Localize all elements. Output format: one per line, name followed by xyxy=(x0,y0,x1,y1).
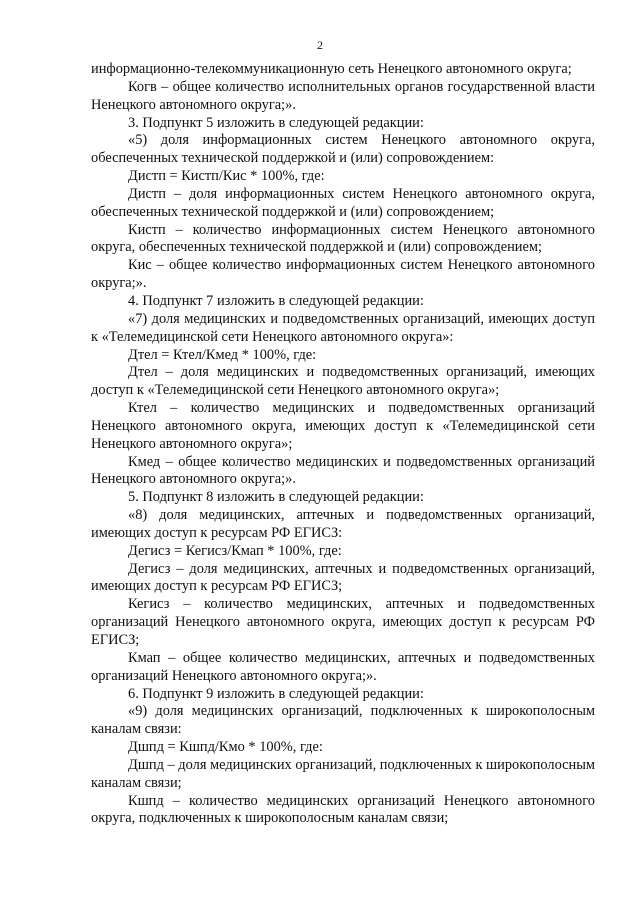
paragraph-kis-definition: Кис – общее количество информационных систем Ненецкого автономного округа;». xyxy=(91,257,595,292)
paragraph-kegisz-definition: Кегисз – количество медицинских, аптечных и подведомственных организаций Ненецкого автономного округа, имеющих доступ к ресурсам РФ ЕГИСЗ; xyxy=(91,596,595,648)
paragraph-dtel-definition: Дтел – доля медицинских и подведомственных организаций, имеющих доступ к «Телемедицинской сети Ненецкого автономного округа»; xyxy=(91,364,595,399)
paragraph-subitem-5-text: «5) доля информационных систем Ненецкого автономного округа, обеспеченных технической поддержкой и (или) сопровождением: xyxy=(91,132,595,167)
paragraph-formula-degisz: Дегисз = Кегисз/Кмап * 100%, где: xyxy=(128,542,342,559)
paragraph-subitem-7-text: «7) доля медицинских и подведомственных организаций, имеющих доступ к «Телемедицинской сети Ненецкого автономного округа»: xyxy=(91,310,595,345)
paragraph-formula-dshpd: Дшпд = Кшпд/Кмо * 100%, где: xyxy=(128,739,323,756)
paragraph-subitem-8-text: «8) доля медицинских, аптечных и подведомственных организаций, имеющих доступ к ресурсам РФ ЕГИСЗ: xyxy=(91,507,595,541)
paragraph-ktel-definition: Ктел – количество медицинских и подведомственных организаций Ненецкого автономного округа, имеющих доступ к «Телемедицинской сети Ненецкого автономного округа»; xyxy=(91,400,595,452)
page-number: 2 xyxy=(317,38,323,52)
document-body xyxy=(91,61,595,828)
paragraph-item-5-heading: 5. Подпункт 8 изложить в следующей редакции: xyxy=(128,489,424,506)
paragraph-distp-definition: Дистп – доля информационных систем Ненецкого автономного округа, обеспеченных технической поддержкой и (или) сопровождением; xyxy=(91,185,595,220)
paragraph-item-4-heading: 4. Подпункт 7 изложить в следующей редакции: xyxy=(128,292,424,309)
paragraph-item-6-heading: 6. Подпункт 9 изложить в следующей редакции: xyxy=(128,685,424,702)
paragraph-dshpd-definition: Дшпд – доля медицинских организаций, подключенных к широкополосным каналам связи; xyxy=(91,756,595,791)
paragraph-item-3-heading: 3. Подпункт 5 изложить в следующей редакции: xyxy=(128,114,424,131)
paragraph-kmap-definition: Кмап – общее количество медицинских, аптечных и подведомственных организаций Ненецкого автономного округа;». xyxy=(91,649,595,684)
paragraph-kistp-definition: Кистп – количество информационных систем Ненецкого автономного округа, обеспеченных технической поддержкой и (или) сопровождением; xyxy=(91,221,595,256)
paragraph-subitem-9-text: «9) доля медицинских организаций, подключенных к широкополосным каналам связи: xyxy=(91,703,595,738)
paragraph-formula-dtel: Дтел = Ктел/Кмед * 100%, где: xyxy=(128,346,317,363)
paragraph-degisz-definition: Дегисз – доля медицинских, аптечных и подведомственных организаций, имеющих доступ к ресурсам РФ ЕГИСЗ; xyxy=(91,560,595,595)
paragraph-kshpd-definition: Кшпд – количество медицинских организаций Ненецкого автономного округа, подключенных к широкополосным каналам связи; xyxy=(91,792,595,827)
paragraph-formula-distp: Дистп = Кистп/Кис * 100%, где: xyxy=(128,168,325,185)
paragraph-kogv-definition: Когв – общее количество исполнительных органов государственной власти Ненецкого автономного округа;». xyxy=(91,78,595,113)
paragraph-continuation: информационно-телекоммуникационную сеть Ненецкого автономного округа; xyxy=(91,61,572,77)
paragraph-kmed-definition: Кмед – общее количество медицинских и подведомственных организаций Ненецкого автономного округа;». xyxy=(91,453,595,488)
